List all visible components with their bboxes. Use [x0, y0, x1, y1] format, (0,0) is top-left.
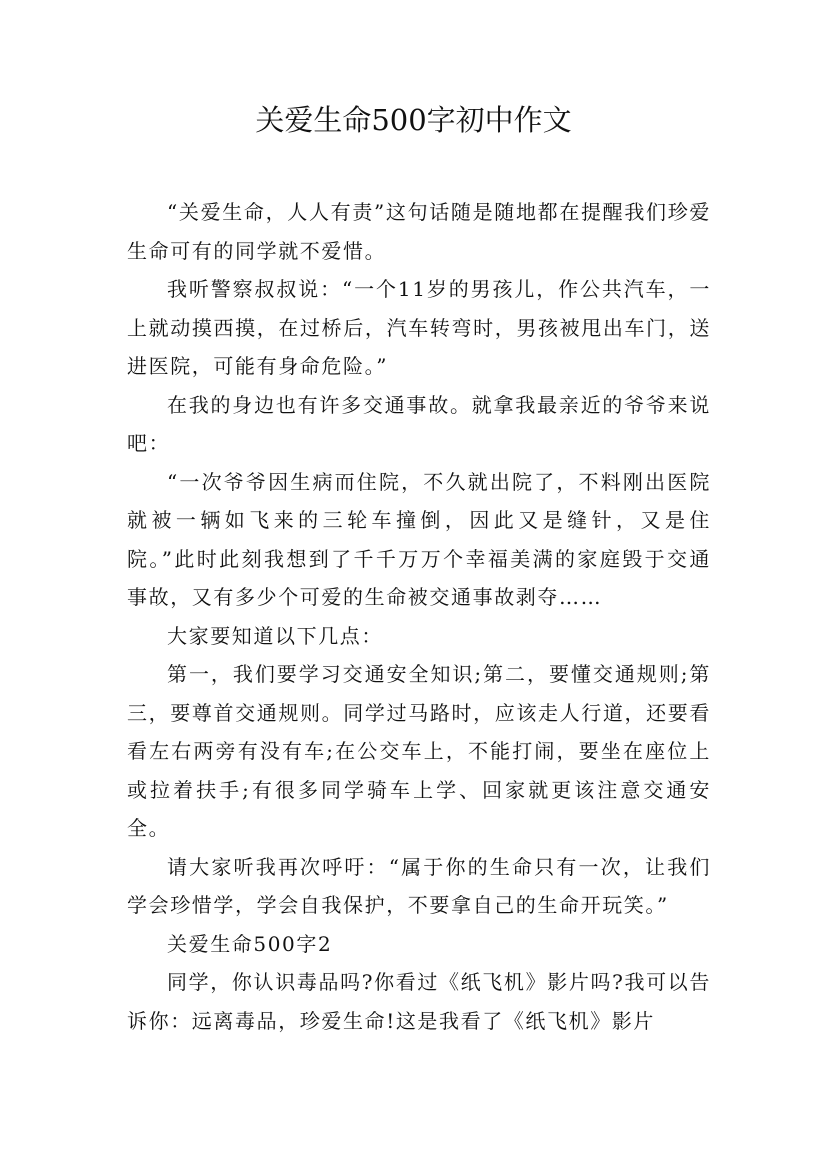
document-body [127, 193, 711, 1040]
paragraph: 请大家听我再次呼吁：“属于你的生命只有一次，让我们学会珍惜学，学会自我保护，不要拿自己的生命开玩笑。” [127, 854, 711, 917]
paragraph: 大家要知道以下几点： [167, 623, 383, 648]
paragraph: 我听警察叔叔说：“一个11岁的男孩儿，作公共汽车，一上就动摸西摸，在过桥后，汽车转弯时，男孩被甩出车门，送进医院，可能有身命危险。” [127, 277, 711, 378]
paragraph: “一次爷爷因生病而住院，不久就出院了，不料刚出医院就被一辆如飞来的三轮车撞倒，因此又是缝针，又是住院。”此时此刻我想到了千千万万个幸福美满的家庭毁于交通事故，又有多少个可爱的生命被交通事故剥夺…… [127, 469, 711, 609]
paragraph: 同学，你认识毒品吗?你看过《纸飞机》影片吗?我可以告诉你：远离毒品，珍爱生命!这是我看了《纸飞机》影片 [127, 970, 711, 1033]
document-title: 关爱生命500字初中作文 [255, 103, 572, 137]
paragraph: 在我的身边也有许多交通事故。就拿我最亲近的爷爷来说吧： [127, 392, 711, 455]
paragraph: “关爱生命，人人有责”这句话随是随地都在提醒我们珍爱生命可有的同学就不爱惜。 [127, 200, 711, 263]
section-heading: 关爱生命500字2 [167, 931, 333, 956]
paragraph: 第一，我们要学习交通安全知识;第二，要懂交通规则;第三，要尊首交通规则。同学过马路时，应该走人行道，还要看看左右两旁有没有车;在公交车上，不能打闹，要坐在座位上或拉着扶手;有很多同学骑车上学、回家就更该注意交通安全。 [127, 662, 711, 840]
